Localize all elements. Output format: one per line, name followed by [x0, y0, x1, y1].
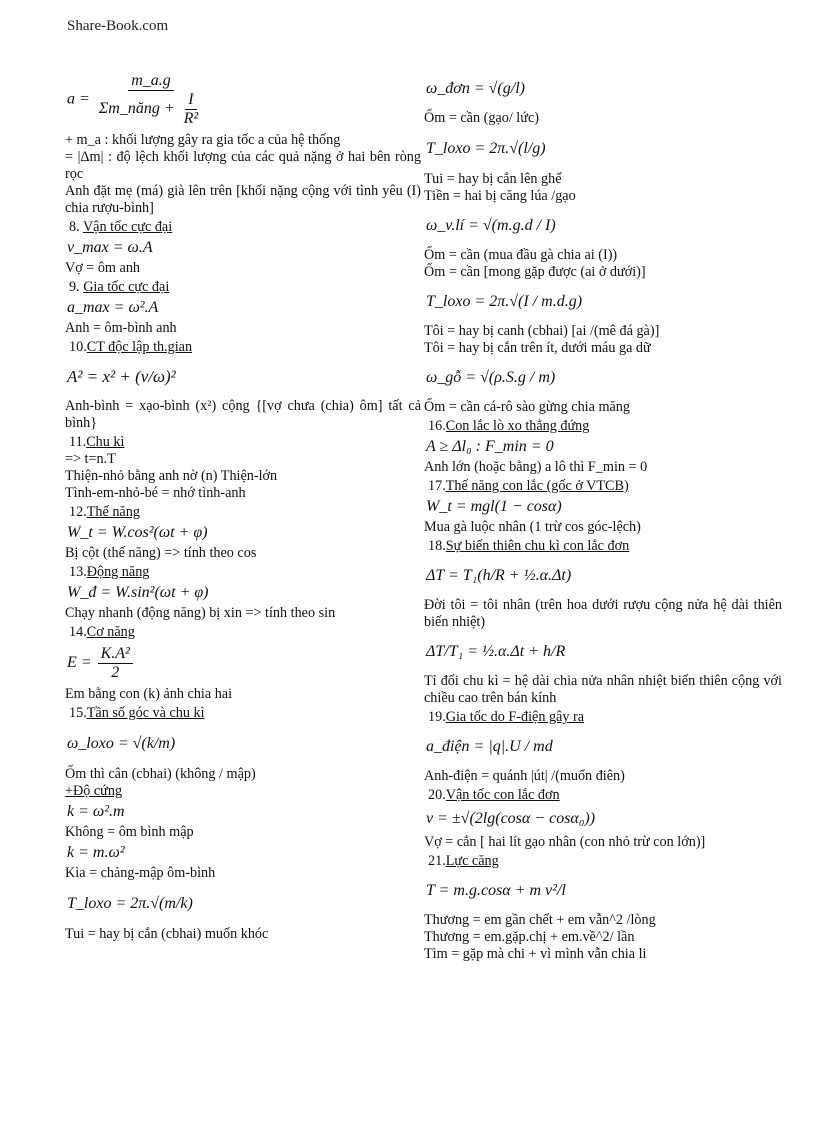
note-ma: + m_a : khối lượng gây ra gia tốc a của hệ thống: [65, 132, 341, 148]
formula-omega-wood: ω_gỗ = √(ρ.S.g / m): [426, 369, 556, 386]
mnemonic-period-2: Tình-em-nhỏ-bé = nhớ tình-anh: [65, 485, 246, 501]
mnemonic-tension-3: Tìm = gặp mà chi + vì mình vẫn chia li: [424, 946, 647, 962]
mnemonic-independent-time: Anh-bình = xạo-bình (x²) cộng {[vợ chưa (chia) ôm] tất cả bình}: [65, 398, 421, 431]
heading-11: [69, 434, 421, 451]
heading-title: Thế năng: [86, 504, 140, 520]
mnemonic-stiffness-2: Kìa = chảng-mập ôm-bình: [65, 865, 216, 881]
formula-pendulum-velocity: v = ±√(2lg(cosα − cosα₀)): [426, 810, 596, 827]
mnemonic-omega-physical-1: Ốm = cần (mua đầu gà chia ai (I)): [424, 247, 618, 263]
heading-20: [428, 787, 782, 804]
formula-amax: a_max = ω².A: [67, 299, 159, 316]
heading-number: 13.: [69, 564, 87, 580]
heading-title: Gia tốc do F-điện gây ra: [445, 709, 585, 725]
heading-12: [69, 504, 421, 521]
mnemonic-omega-physical-2: Ốm = cần [mong gặp được (ai ở dưới)]: [424, 264, 646, 280]
heading-17: [428, 478, 782, 495]
heading-21: [428, 853, 782, 870]
formula-period-spring: T_loxo = 2π.√(m/k): [67, 895, 193, 912]
mnemonic-pulley: Anh đặt mẹ (má) già lên trên [khối nặng cộng với tình yêu (I) chia rượu-bình]: [65, 183, 421, 216]
heading-10: [69, 339, 421, 356]
mnemonic-period-1: Thiện-nhỏ bằng anh nờ (n) Thiện-lớn: [65, 468, 278, 484]
formula-independent-time: A² = x² + (v/ω)²: [67, 367, 176, 386]
mnemonic-omega-wood: Ốm = cần cá-rô sào gừng chia măng: [424, 399, 630, 415]
heading-number: 8.: [69, 219, 80, 235]
mnemonic-period-physical-2: Tôi = hay bị cắn trên ít, dưới máu ga dữ: [424, 340, 651, 356]
formula-numerator: K.A²: [98, 645, 133, 664]
heading-number: 15.: [69, 705, 87, 721]
heading-number: 18.: [428, 538, 446, 554]
heading-number: 16.: [428, 418, 446, 434]
heading-9: [69, 279, 421, 296]
formula-period-variation: ΔT = T₁(h/R + ½.α.Δt): [426, 567, 572, 584]
formula-stiffness-1: k = ω².m: [67, 803, 125, 820]
left-column: [65, 68, 421, 943]
heading-title: Gia tốc cực đại: [83, 279, 170, 295]
heading-19: [428, 709, 782, 726]
formula-electric-acceleration: a_điện = |q|.U / md: [426, 738, 553, 755]
formula-denominator: 2: [111, 664, 120, 681]
formula-relative-period: ΔT/T₁ = ½.α.Δt + h/R: [426, 643, 566, 660]
mnemonic-tension-2: Thương = em.gặp.chị + em.về^2/ lần: [424, 929, 635, 945]
heading-title: Cơ năng: [86, 624, 135, 640]
formula-potential-pendulum: W_t = mgl(1 − cosα): [426, 498, 562, 515]
heading-title: Thế năng con lắc (gốc ở VTCB): [445, 478, 629, 494]
formula-omega-physical: ω_v.lí = √(m.g.d / I): [426, 217, 556, 234]
mnemonic-period-spring: Tui = hay bị cắn (cbhai) muốn khóc: [65, 926, 269, 942]
heading-title: Con lắc lò xo thẳng đứng: [445, 418, 590, 434]
formula-tension: T = m.g.cosα + m v²/l: [426, 882, 566, 899]
formula-denominator: Σm_năng +: [98, 100, 175, 118]
heading-number: 14.: [69, 624, 87, 640]
heading-title: CT độc lập th.gian: [86, 339, 193, 355]
mnemonic-period-physical-1: Tôi = hay bị canh (cbhai) [ai /(mê đá gà)]: [424, 323, 660, 339]
formula-period-pendulum: T_loxo = 2π.√(l/g): [426, 140, 546, 157]
heading-number: 17.: [428, 478, 446, 494]
mnemonic-period-variation: Đời tôi = tôi nhân (trên hoa dưới rượu cộng nửa hệ dài thiên biến nhiệt): [424, 597, 782, 630]
heading-number: 21.: [428, 853, 446, 869]
mnemonic-potential-pendulum: Mua gà luộc nhân (1 trừ cos góc-lệch): [424, 519, 641, 535]
heading-title: Chu kì: [86, 434, 125, 450]
heading-title: Vận tốc cực đại: [82, 219, 173, 235]
heading-title: Lực căng: [445, 853, 499, 869]
heading-number: 9.: [69, 279, 80, 295]
formula-acceleration-pulley: a = m_a.g Σm_năng + $\frac{I}{\text{R²}}$: [67, 72, 421, 128]
mnemonic-omega-pendulum: Ốm = cần (gạo/ lức): [424, 110, 539, 126]
mnemonic-vmax: Vợ = ôm anh: [65, 260, 141, 276]
heading-15: [69, 705, 421, 722]
heading-number: 11.: [69, 434, 87, 450]
mnemonic-period-pendulum-2: Tiền = hai bị căng lúa /gạo: [424, 188, 576, 204]
heading-number: 10.: [69, 339, 87, 355]
heading-number: 20.: [428, 787, 446, 803]
formula-period-physical: T_loxo = 2π.√(I / m.d.g): [426, 293, 583, 310]
formula-kinetic-energy: W_đ = W.sin²(ωt + φ): [67, 584, 209, 601]
formula-stiffness-2: k = m.ω²: [67, 844, 125, 861]
heading-8: [69, 219, 421, 236]
formula-mechanical-energy: [67, 645, 421, 682]
formula-potential-energy: W_t = W.cos²(ωt + φ): [67, 524, 208, 541]
mnemonic-vertical-spring: Anh lớn (hoặc bằng) a lô thì F_min = 0: [424, 459, 648, 475]
note-delta-m: = |Δm| : độ lệch khối lượng của các quả nặng ở hai bên ròng rọc: [65, 149, 421, 182]
heading-title: Tần số góc và chu kì: [86, 705, 205, 721]
mnemonic-stiffness-1: Không = ôm bình mập: [65, 824, 194, 840]
mnemonic-omega-spring: Ốm thì cân (cbhai) (không / mập): [65, 766, 256, 782]
formula-omega-pendulum: ω_đơn = √(g/l): [426, 80, 525, 97]
site-header: Share-Book.com: [67, 18, 169, 34]
right-column: [424, 68, 782, 963]
formula-omega-spring: ω_loxo = √(k/m): [67, 735, 176, 752]
heading-title: Động năng: [86, 564, 150, 580]
heading-title: Vận tốc con lắc đơn: [445, 787, 560, 803]
formula-inner-denominator: R²: [183, 110, 199, 127]
heading-18: [428, 538, 782, 555]
mnemonic-relative-period: Tỉ đối chu kì = hệ dài chia nửa nhân nhiệt biến thiên cộng với chiều cao trên bán kính: [424, 673, 782, 706]
period-formula: => t=n.T: [65, 451, 116, 467]
mnemonic-mechanical-energy: Em bằng con (k) ảnh chia hai: [65, 686, 233, 702]
heading-number: 12.: [69, 504, 87, 520]
formula-numerator: m_a.g: [128, 72, 174, 91]
mnemonic-kinetic-energy: Chạy nhanh (động năng) bị xin => tính theo sin: [65, 605, 336, 621]
formula-vertical-spring: A ≥ Δl₀ : F_min = 0: [426, 438, 554, 455]
heading-13: [69, 564, 421, 581]
heading-14: [69, 624, 421, 641]
formula-inner-numerator: I: [185, 91, 196, 110]
heading-title: Sự biến thiên chu kì con lắc đơn: [445, 538, 630, 554]
mnemonic-amax: Anh = ôm-bình anh: [65, 320, 177, 336]
mnemonic-potential-energy: Bị cột (thế năng) => tính theo cos: [65, 545, 257, 561]
mnemonic-tension-1: Thương = em gần chết + em vẫn^2 /lòng: [424, 912, 656, 928]
heading-number: 19.: [428, 709, 446, 725]
mnemonic-period-pendulum-1: Tui = hay bị cắn lên ghế: [424, 171, 562, 187]
mnemonic-electric-acceleration: Anh-điện = quánh |út| /(muốn điên): [424, 768, 625, 784]
formula-lhs: E =: [67, 654, 92, 672]
mnemonic-pendulum-velocity: Vợ = cắn [ hai lít gạo nhân (con nhỏ trừ con lớn)]: [424, 834, 706, 850]
subheading-stiffness: +Độ cứng: [65, 783, 123, 799]
heading-16: [428, 418, 782, 435]
formula-vmax: v_max = ω.A: [67, 239, 153, 256]
